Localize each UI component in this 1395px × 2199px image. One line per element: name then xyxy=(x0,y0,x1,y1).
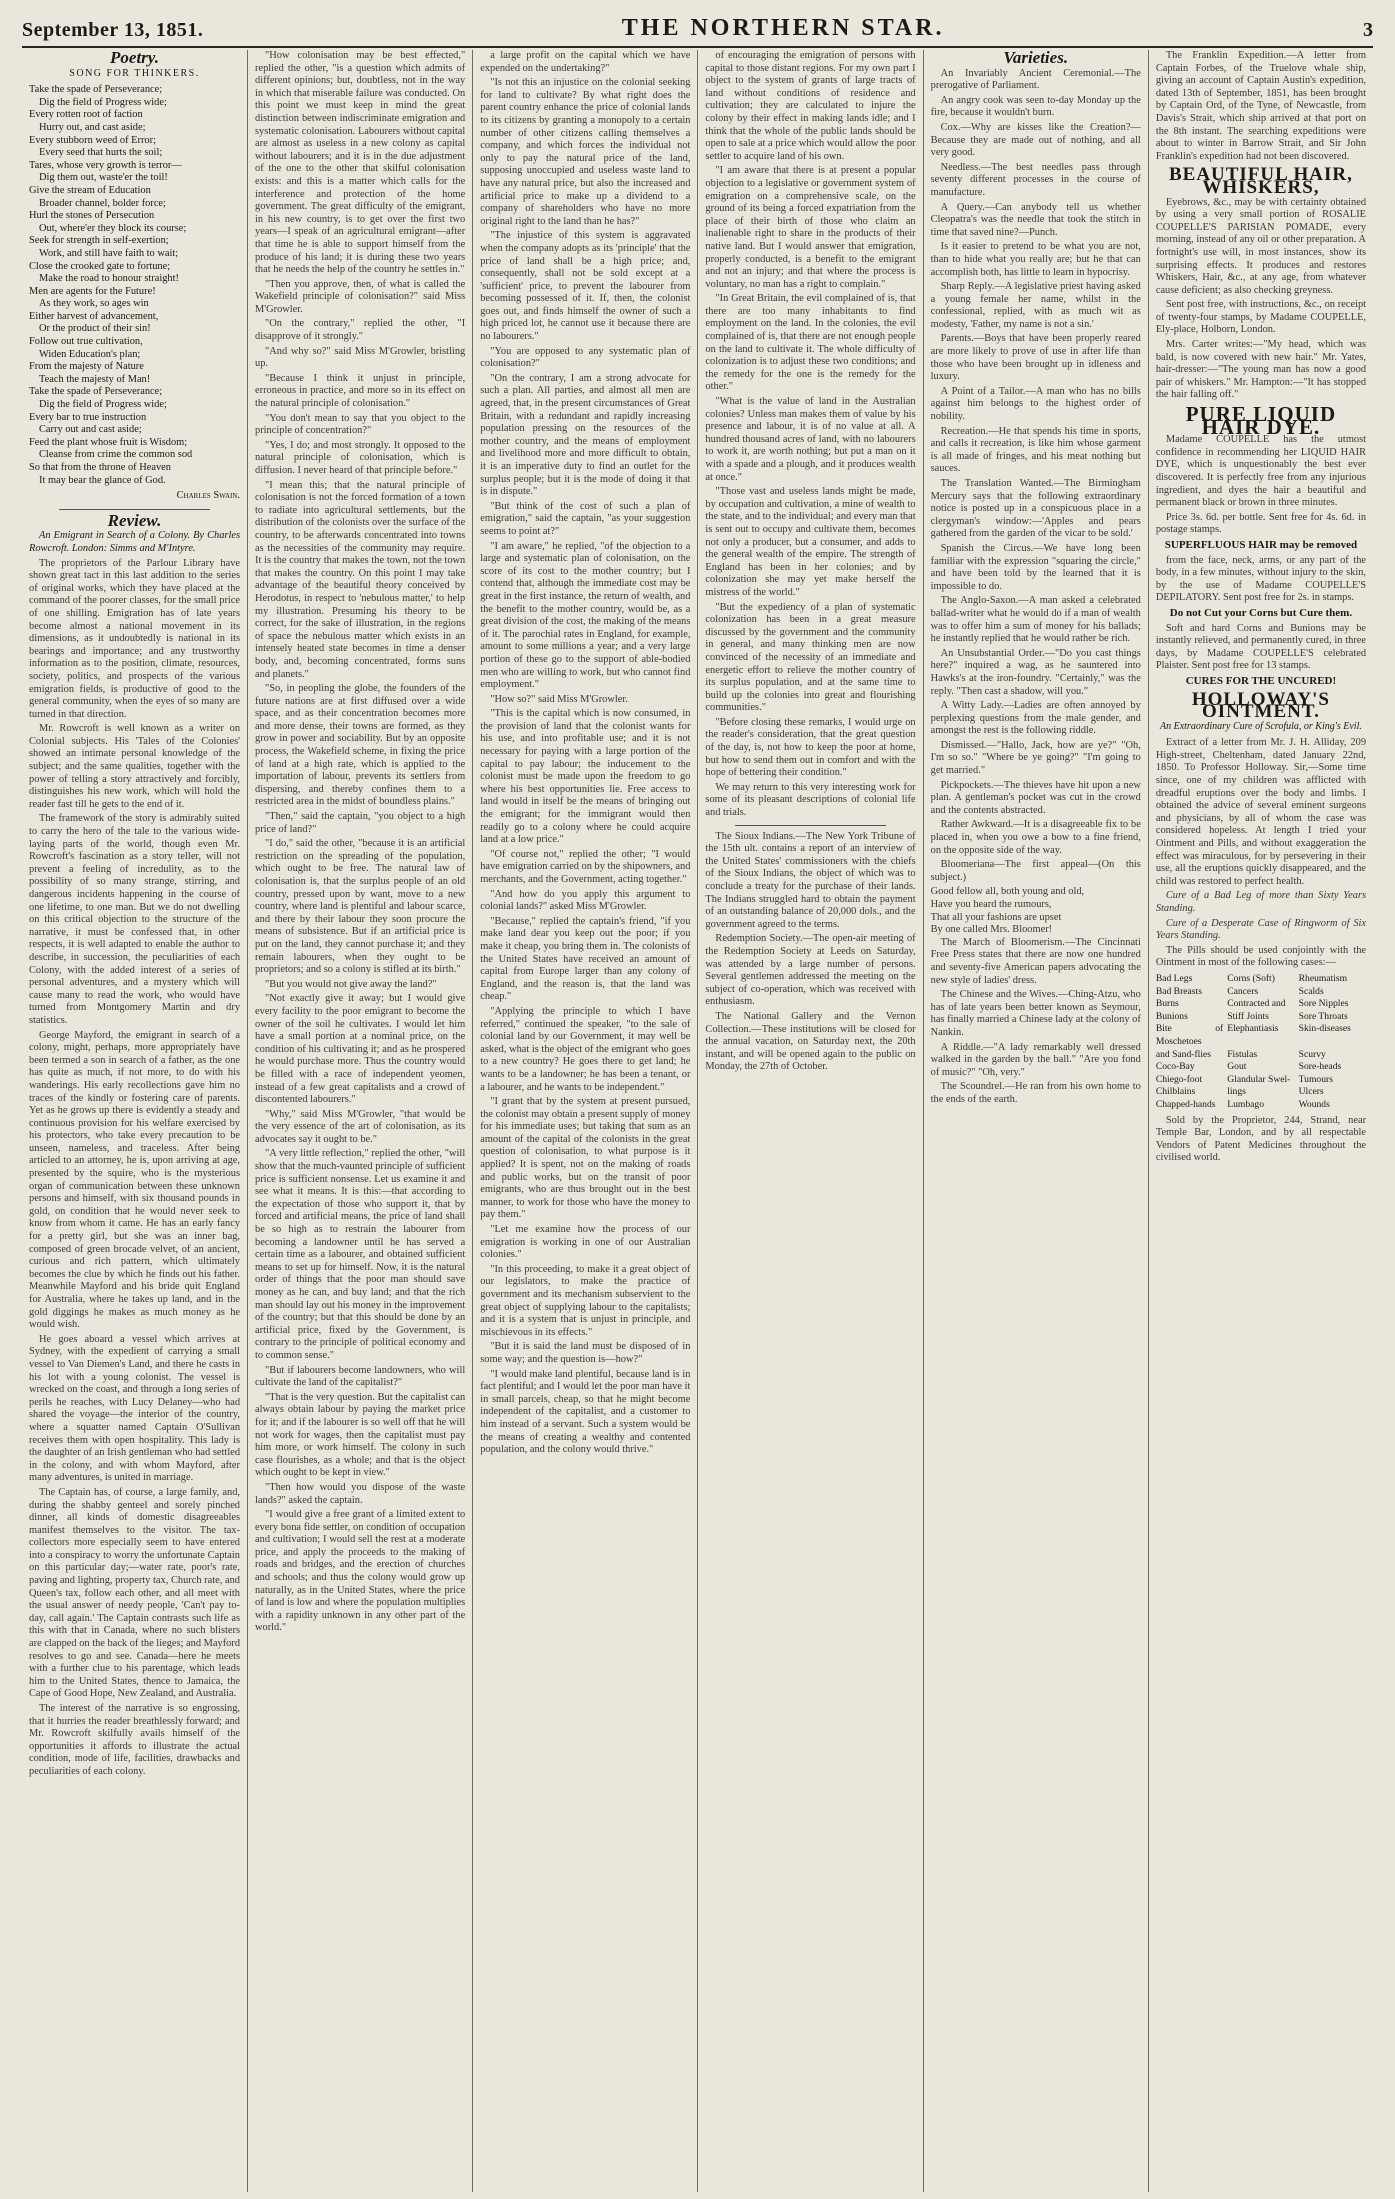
ailment-item: Ulcers xyxy=(1298,1086,1324,1098)
review-text: The proprietors of the Parlour Library have shown great tact in this last addition to the series of original works, which they have placed at the command of the poorer classes, for the small price of one shilling. Emigration has of late years become almost a national movement in its dimensions, as it undoubtedly is national in its bearings and importance; and any trustworthy information as to the position, climate, resources, society, politics, and prospects of the various emigration fields, is productive of good to the general community, when the eyes of so many are turned in that direction. Mr. Rowcroft is well known as a writer on Colonial subjects. His 'Tales of the Colonies' showed an intimate personal knowledge of the subject; and the same qualities, together with the power of telling a story attractively and forcibly, distinguishes his new work, which will hold the reader fast till he gets to the end of it. The framework of the story is admirably suited to carry the hero of the tale to the various wide-laying parts of the world, though even Mr. Rowcroft's fascination as a story teller, will not prevent a feeling of incredulity, as to the possibility of so many strange, stirring, and dangerous incidents happening in the course of one lifetime, to one man. But we do not dwelling on this critical objection to the structure of the narrative, it must be confessed that, in other respects, it is well adapted to enable the author to describe, in succession, the peculiarities of each Colony, with the added interest of a series of personal adventures, and a mystery which will cause many to read the work, who would have turned from Montgomery Martin and dry statistics. George Mayford, the emigrant in search of a colony, might, perhaps, more appropriately have been termed a son in search of a father, as the one has quite as much, if not more, to do with his wanderings. His early recollections gave him no traces of the kindly or fostering care of parents. Yet as he grows up there is evidently a steady and continuous provision for his welfare exercised by his protectors, who take every precaution to be unseen, nameless, and traceless. After being articled to an attorney, he is, upon arriving at age, presented by the squire, who is the mysterious organ of communication between these unknown persons and himself, with six thousand pounds in gold, on condition that he would never seek to know from whom it came. He has an early fancy for a pretty girl, but she was an inner bag, composed of green brocade velvet, of an ancient, curious and rich pattern, which ultimately becomes the clue by which he finds out his father. Meanwhile Mayford and his bride quit England for Australia, where he takes up land, and in the gold diggings he makes as much money as he would wish. He goes aboard a vessel which arrives at Sydney, with the expedient of carrying a small vessel to Van Diemen's Land, and there he casts in his lot with a young colonist. The vessel is wrecked on the coast, and through a long series of perils he reaches, with Lucy Delaney—who had shared the voyage—the interior of the country, where a squatter named Captain O'Sullivan receives them with open hospitality. This lady is the daughter of an Irish gentleman who had settled in the colony, and with whom Mayford, after many adventures, is united in marriage. The Captain has, of course, a large family, and, during the shabby genteel and sorely pinched dinner, all kinds of domestic disagreeables manifest themselves to the visitor. The tax-collectors more especially seem to have entered into a conspiracy to worry the unfortunate Captain on this particular day;—water rate, poor's rate, paving and lighting, property tax, Church rate, and Queen's tax, follow each other, and all meet with the usual answer of needy people, 'Can't pay to-day, call again.' The Captain contrasts such life as this with that in Canada, where no such blisters are clapped on the back of the lieges; and Mayford resolves to go and see. Canada—here he meets with a further clue to his parentage, which leads him to the United States, thence to Jamaica, the Cape of Good Hope, New Zealand, and Australia. The interest of the narrative is so engrossing, that it hurries the reader breathlessly forward; and Mr. Rowcroft skilfully avails himself of the opportunities it affords to illustrate the actual condition, mode of life, facilities, drawbacks and peculiarities of each colony. xyxy=(29,557,241,1777)
ailment-item: Bite of Moschetoes xyxy=(1155,1023,1224,1047)
ailment-item: Burns xyxy=(1155,998,1179,1010)
column-3: a large profit on the capital which we have expended on the undertaking?" "Is not this an injustice on the colonial seeking for land to cultivate? By what right does the parent country enhance the price of colonial lands to its citizens by granting a monopoly to a certain number of other citizens calling themselves a company, and which forces the individual not only to pay the natural price of the land, supposing unoccupied and useless waste land to have any natural price, but also the increased and artificial price to make up a dividend to a company of shareholders who have no more original right to the land than he has?" "The injustice of this system is aggravated when the company adopts as its 'principle' that the price of land shall be a high price; and, consequently, shall not be sold except at a 'sufficient' price, to prevent the labourer from becoming possessed of it. If, then, the colonist goes out, and finds himself the owner of such a high priced lot, he cannot use it because there are no labourers." "You are opposed to any systematic plan of colonisation?" "On the contrary, I am a strong advocate for such a plan. All parties, and almost all men are agreed, that, in the present circumstances of Great Britain, with a redundant and rapidly increasing population pressing on the resources of the mother country, and the means of employment and livelihood more and more difficult to obtain, it is an imperative duty to find an outlet for the surplus people; but it is the mode of doing it that is in dispute." "But think of the cost of such a plan of emigration," said the captain, "as your suggestion seems to point at?" "I am aware," he replied, "of the objection to a large and systematic plan of colonisation, on the score of its cost to the mother country; but I contend that, although the immediate cost may be great in the first instance, the return of wealth, and the benefit to the mother country, would be, as a great division of the cost, the making of the means of it. The parochial rates in England, for example, amount to some millions a year; and a very large portion of these go to the support of able-bodied men who are willing to work, but who cannot find employment." "How so?" said Miss M'Growler. "This is the capital which is now consumed, in the provision of land that the colonist wants for his use, and into profitable use; and it is not necessary for paying with a large portion of the capital to pay labour; the inducement to the colonist must be made upon the freedom to go where his best opportunities lie. Free access to land would in itself be the means of bringing out the emigrant; for the immigrant would then readily go to a colony where he could acquire land at a low price." "Of course not," replied the other; "I would have emigration carried on by the shipowners, and merchants, and the Government, acting together." "And how do you apply this argument to colonial lands?" asked Miss M'Growler. "Because," replied the captain's friend, "if you make land dear you keep out the poor; if you make it cheap, you bring them in. The colonists of the United States have received an amount of capital from Europe larger than any colony of England, and the reason is, that the land was cheap." "Applying the principle to which I have referred," continued the speaker, "to the sale of colonial land by our Government, it may well be asked, what is the object of the emigrant who goes to a new country? He goes there to get land; he wants to be a landowner; he has been a tenant, or a labourer, and he wants to be independent." "I grant that by the system at present pursued, the colonist may obtain a present supply of money for his immediate uses; but taking that sum as an amount of the capital of the colonists in the great question of colonisation, to what purpose is it applied? It is spent, not on the making of roads and public works, but on the transit of poor emigrants, who are thus brought out in the best manner, to work for those who have the money to pay them." "Let me examine how the process of our emigration is working in one of our Australian colonies." "In this proceeding, to make it a great object of our legislators, to make the practice of government and its mechanism subservient to the great object of supplying labour to the capitalists; and it is a system that is unjust in principle, and mischievous in its effects." "But it is said the land must be disposed of in some way; and the question is—how?" "I would make land plentiful, because land is in fact plentiful; and I would let the poor man have it in small parcels, cheap, so that he might become independent of the capitalist, and a customer to him instead of a servant. Such a system would be the means of creating a wealthy and contented population, and the colony would thrive." xyxy=(472,50,697,2192)
poem-line: Give the stream of Education xyxy=(29,184,151,196)
divider xyxy=(59,509,210,510)
issue-date: September 13, 1851. xyxy=(22,19,204,41)
poem-line: Seek for strength in self-exertion; xyxy=(29,235,169,247)
review-book: An Emigrant in Search of a Colony. By Charles Rowcroft. London: Simms and M'Intyre. xyxy=(29,530,241,554)
holloway-footer: Sold by the Proprietor, 244, Strand, near Temple Bar, London, and by all respectable Vendors of Patent Medicines throughout the civilised world. xyxy=(1155,1114,1367,1164)
poem-title: SONG FOR THINKERS. xyxy=(69,67,200,79)
newspaper-title: THE NORTHERN STAR. xyxy=(621,15,945,41)
review-heading: Review. xyxy=(107,510,162,530)
poem-line: Close the crooked gate to fortune; xyxy=(29,260,171,272)
holloway-text: Extract of a letter from Mr. J. H. Alliday, 209 High-street, Cheltenham, dated January 22nd, 1850. To Professor Holloway. Sir,—Some time since, one of my children was afflicted with dreadful eruptions over the body and limbs. I obtained the advice of several eminent surgeons and physicians, by all of whom the case was considered hopeless. At length I tried your Ointment and Pills, and without exaggeration the effect was miraculous, for by persevering in their use, all the eruptions quickly disappeared, and the child was restored to perfect health. Cure of a Bad Leg of more than Sixty Years Standing. Cure of a Desperate Case of Ringworm of Six Years Standing. The Pills should be used conjointly with the Ointment in most of the following cases:— xyxy=(1155,737,1367,969)
poem-line: Widen Education's plan; xyxy=(39,348,141,360)
varieties-text: An Invariably Ancient Ceremonial.—The prerogative of Parliament. An angry cook was seen to-day Monday up the fire, because it wouldn't burn. Cox.—Why are kisses like the Creation?—Because they are made out of nothing, and all very good. Needless.—The best needles pass through seventy different processes in the course of manufacture. A Query.—Can anybody tell us whether Cleopatra's was the needle that took the stitch in time that saved nine?—Punch. Is it easier to pretend to be what you are not, than to hide what you really are; but he that can accomplish both, has little to learn in hypocrisy. Sharp Reply.—A legislative priest having asked a young female her name, whilst in the confessional, replied, with as much wit as modesty, 'Father, my name is not a sin.' Parents.—Boys that have been properly reared are more likely to prove of use in after life than those who have been brought up in idleness and luxury. A Point of a Tailor.—A man who has no bills against him belongs to the highest order of nobility. Recreation.—He that spends his time in sports, and calls it recreation, is like him whose garment is all made of fringes, and his meat nothing but sauces. The Translation Wanted.—The Birmingham Mercury says that the following extraordinary notice is posted up in a conspicuous place in a clergyman's window:—'Apples and pears gathered from the garden of the vicar to be sold.' Spanish the Circus.—We have long been familiar with the expression "squaring the circle," and have been told by the learned that it is impossible to do. The Anglo-Saxon.—A man asked a celebrated ballad-writer what he would do if a man of wealth was to offer him a sum of money for his ballads; he instantly replied that he would rather be rich. An Unsubstantial Order.—"Do you cast things here?" inquired a wag, as he sauntered into Hawks's at the iron-foundry. "Certainly," was the reply. "Then cast a shadow, will you." A Witty Lady.—Ladies are often annoyed by perplexing questions from the male gender, and amongst the rest is the following riddle. Dismissed.—"Hallo, Jack, how are ye?" "Oh, I'm so so." "Where be ye going?" "I'm going to get married." Pickpockets.—The thieves have hit upon a new plan. A gentleman's pocket was cut in the crowd and the contents abstracted. Rather Awkward.—It is a disagreeable fix to be placed in, when you owe a bow to a fine friend, on the opposite side of the way. Bloomeriana—The first appeal—(On this subject.) Good fellow all, both young and old, Have you heard the rumours, That all your fashions are upset By one called Mrs. Bloomer! The March of Bloomerism.—The Cincinnati Free Press states that there are now one hundred and seventy-five American papers advocating the new style of ladies' dress. The Chinese and the Wives.—Ching-Atzu, who has of late years been better known as Seymour, has finally married a Chinese lady at the colony of Nankin. A Riddle.—"A lady remarkably well dressed walked in the garden by the ball." "Are you fond of music?" "Oh, very." The Scoundrel.—He ran from his own home to the ends of the earth. xyxy=(930,67,1141,1105)
poem-line: It may bear the glance of God. xyxy=(39,474,166,486)
poem-line: Or the product of their sin! xyxy=(39,323,151,335)
ailment-item: Fistulas xyxy=(1227,1048,1258,1060)
poem-line: From the majesty of Nature xyxy=(29,361,144,373)
ailment-item: Bad Breasts xyxy=(1155,985,1202,997)
ailment-item: Stiff Joints xyxy=(1227,1010,1269,1022)
ailment-item: Bunions xyxy=(1155,1010,1188,1022)
poem-line: Teach the majesty of Man! xyxy=(39,373,151,385)
ailment-item: Corns (Soft) xyxy=(1227,972,1275,984)
poem-line: Take the spade of Perseverance; xyxy=(29,386,163,398)
ailment-item: Cancers xyxy=(1227,985,1259,997)
ailment-item: Elephantiasis xyxy=(1227,1023,1279,1035)
liquid-dye-text: Madame COUPELLE has the utmost confidence in recommending her LIQUID HAIR DYE, which is unquestionably the best ever discovered. It is perfectly free from any injurious ingredient, and dyes the hair a beautiful and permanent black or brown in three minutes. Price 3s. 6d. per bottle. Sent free for 4s. 6d. in postage stamps. xyxy=(1155,434,1367,536)
ailment-item: Chapped-hands xyxy=(1155,1098,1216,1110)
ailment-item: Scalds xyxy=(1298,985,1324,997)
poem-line: Dig the field of Progress wide; xyxy=(39,399,167,411)
poem-body xyxy=(29,84,240,487)
ailment-item: Coco-Bay xyxy=(1155,1061,1195,1073)
poem-line: Follow out true cultivation, xyxy=(29,336,143,348)
poem-line: Carry out and cast aside; xyxy=(39,424,142,436)
poem-author: Charles Swain. xyxy=(176,490,241,502)
ailment-item: Sore Throats xyxy=(1298,1010,1348,1022)
poem-line: Every rotten root of faction xyxy=(29,109,143,121)
liquid-dye-heading: PURE LIQUID HAIR DYE. xyxy=(1185,402,1337,439)
poetry-heading: Poetry. xyxy=(110,50,159,67)
column-6 xyxy=(1148,50,1373,2192)
ailment-item: Skin-diseases xyxy=(1298,1023,1351,1035)
ailment-item: and Sand-flies xyxy=(1155,1048,1211,1060)
ailment-item: Sore-heads xyxy=(1298,1061,1342,1073)
ailment-item: Contracted and xyxy=(1227,998,1286,1010)
poem-line: Feed the plant whose fruit is Wisdom; xyxy=(29,436,188,448)
poem-line: Make the road to honour straight! xyxy=(39,273,179,285)
superfluous-hair-heading: SUPERFLUOUS HAIR may be removed xyxy=(1164,538,1358,551)
ailment-item: Scurvy xyxy=(1298,1048,1326,1060)
masthead xyxy=(22,6,1373,48)
ailment-item: Tumours xyxy=(1298,1073,1333,1085)
column-2: "How colonisation may be best effected," replied the other, "is a question which admits of different opinions; but, doubtless, not in the way in which that miserable failure was conducted. On this point we must keep in mind the great distinction between indiscriminate emigration and systematic colonisation. Labourers without capital are almost as useless in a new colony as capital without labourers; and it is in the due adjustment of the one to the other that skilful colonisation exists: and this is a matter which calls for the interference and protection of the home government. The great difficulty of the emigrant, in his new country, is to get over the first two years—I speak of an agricultural emigrant—after that time he is able to support himself from the produce of his land; it is during these two years that he needs the help of the country he settles in." "Then you approve, then, of what is called the Wakefield principle of colonisation?" said Miss M'Growler. "On the contrary," replied the other, "I disapprove of it strongly." "And why so?" said Miss M'Growler, bristling up. "Because I think it unjust in principle, erroneous in practice, and more so in its effect on the natural principle of colonisation." "You don't mean to say that you object to the principle of concentration?" "Yes, I do; and most strongly. It opposed to the natural principle of colonisation, which is diffusion. I never heard of that principle before." "I mean this; that the natural principle of colonisation is not the forced formation of a town to radiate into agricultural settlements, but the distribution of the colonists over the surface of the country, to be afterwards concentrated into towns as the necessities of the community may require. It is the country that makes the town, not the town that makes the country. On this point I may take advantage of the beautiful theory conceived by Herodotus, in respect to 'nebulous matter,' to help my illustration. Presuming his theory to be correct, for the sake of illustration, in the regions of space the nebulous matter which exists in an intensely heated state becomes in time a denser body, and, becoming concentrated, forms suns and planets." "So, in peopling the globe, the founders of the future nations are at first diffused over a wide space, and as their concentration becomes more and more dense, their towns are formed, as they grow in power and sociability. But by an opposite process, the Wakefield scheme, in fixing the price of land at a high rate, which is applied to the importation of labour, prevents its settlers from dispersing, and thereby confines them to a restricted area in the midst of boundless plains." "Then," said the captain, "you object to a high price of land?" "I do," said the other, "because it is an artificial restriction on the spreading of the population, which ought to be free. The natural law of colonisation is, that the surplus people of an old country, pressed upon by want, move to a new country, where land is plentiful and labour scarce, and there by their labour they soon procure the means of subsistence. But if an artificial price is put on the land, they cannot purchase it; and they remain labourers, when they ought to be proprietors; and so a colony is stifled at its birth." "But you would not give away the land?" "Not exactly give it away; but I would give every facility to the poor emigrant to become the owner of the soil he cultivates. I would let him have a small portion at a nominal price, on the condition of his cultivating it; and as he prospered he would purchase more. Thus the country would be filled with a race of independent yeomen, instead of a few great capitalists and a crowd of discontented labourers." "Why," said Miss M'Growler, "that would be the very essence of the art of colonisation, as its advocates say it ought to be." "A very little reflection," replied the other, "will show that the much-vaunted principle of sufficient price is sufficient nonsense. Let us examine it and see what it means. It is this:—that according to the expectation of those who support it, that by forced and artificial means, the price of land shall be so high as to restrain the labourer from becoming a landowner until he has served a certain time as a labourer, and obtained sufficient means to set up for himself. Now, it is the natural order of things that the poor man should save money as he can, and buy land; and that the rich man should lay out his money in the improvement of the country; but that this should be done by an artificial price, fixed by the Government, is contrary to the principle of political economy and to common sense." "But if labourers become landowners, who will cultivate the land of the capitalist?" "That is the very question. But the capitalist can always obtain labour by paying the market price for it; and if the labourer is so well off that he will not work for wages, then the capitalist must pay him more, or work himself. The colony in such case flourishes, as a whole; and that is the object which ought to be kept in view." "Then how would you dispose of the waste lands?" asked the captain. "I would give a free grant of a limited extent to every bona fide settler, on condition of occupation and cultivation; I would sell the rest at a moderate price, and apply the proceeds to the making of roads and bridges, and the erection of churches and schools; and thus the colony would grow up naturally, as in the United States, where the price of land is low and where the population multiplies with a rapidity unknown in any other part of the world." xyxy=(247,50,472,2192)
holloway-subheading: An Extraordinary Cure of Scrofula, or King's Evil. xyxy=(1160,720,1362,732)
poem-line: As they work, so ages win xyxy=(39,298,149,310)
poem-line: Cleanse from crime the common sod xyxy=(39,449,193,461)
poem-line: Work, and still have faith to wait; xyxy=(39,247,179,259)
ailment-item: Gout xyxy=(1227,1061,1247,1073)
poem-line: Hurl the stones of Persecution xyxy=(29,210,155,222)
ailment-item: lings xyxy=(1227,1086,1246,1098)
corns-ad-heading: Do not Cut your Corns but Cure them. xyxy=(1169,606,1353,619)
column-5 xyxy=(923,50,1148,2192)
hair-ad-text: Eyebrows, &c., may be with certainty obtained by using a very small portion of ROSALIE COUPELLE'S PARISIAN POMADE, every morning, instead of any oil or other preparation. A fortnight's use will, in most instances, show its surprising effects. It produces and restores Whiskers, Hair, &c., at any age, from whatever cause deficient; as also checking greyness. Sent post free, with instructions, &c., on receipt of twenty-four stamps, by Madame COUPELLE, Ely-place, Holborn, London. Mrs. Carter writes:—"My head, which was bald, is now covered with new hair." Mr. Yates, hair-dresser:—"The young man has now a good pair of whiskers." Mr. Hampton:—"It has stopped the hair falling off." xyxy=(1155,196,1367,401)
divider xyxy=(735,825,885,826)
poem-line: Take the spade of Perseverance; xyxy=(29,84,163,96)
cures-heading: CURES FOR THE UNCURED! xyxy=(1185,674,1337,687)
column-1 xyxy=(22,50,247,2192)
ailment-item: Chilblains xyxy=(1155,1086,1196,1098)
ailment-item: Sore Nipples xyxy=(1298,998,1349,1010)
ailment-item: Wounds xyxy=(1298,1098,1330,1110)
expedition-text: The Franklin Expedition.—A letter from Captain Forbes, of the Truelove whale ship, giving an account of Captain Austin's expedition, dated 13th of September, 1851, has been brought by Captain Ord, of the Tyne, of Newcastle, from Davis's Strait, which ship arrived at that port on the 8th instant. The searching expeditions were about to winter in Barrow Strait, and Sir John Franklin's expedition had not been discovered. xyxy=(1155,50,1367,162)
poem-line: Every bar to true instruction xyxy=(29,411,147,423)
ailment-item: Lumbago xyxy=(1227,1098,1264,1110)
poem-line: Tares, whose very growth is terror— xyxy=(29,159,182,171)
ailment-item: Glandular Swel- xyxy=(1227,1073,1291,1085)
poem-line: Men are agents for the Future! xyxy=(29,285,156,297)
corns-ad-text: Soft and hard Corns and Bunions may be instantly relieved, and permanently cured, in three days, by Madame COUPELLE'S celebrated Plaister. Sent post free for 13 stamps. xyxy=(1155,622,1367,672)
page-number: 3 xyxy=(1362,19,1373,41)
hair-ad-heading: BEAUTIFUL HAIR, WHISKERS, xyxy=(1168,164,1353,198)
poem-line: Hurry out, and cast aside; xyxy=(39,121,146,133)
poem-line: Dig the field of Progress wide; xyxy=(39,96,167,108)
holloway-heading: HOLLOWAY'S OINTMENT. xyxy=(1191,688,1330,723)
poem-line: Broader channel, bolder force; xyxy=(39,197,166,209)
poem-line: Either harvest of advancement, xyxy=(29,310,159,322)
ailment-item: Bad Legs xyxy=(1155,972,1193,984)
ailment-item: Chiego-foot xyxy=(1155,1073,1203,1085)
poem-line: So that from the throne of Heaven xyxy=(29,462,171,473)
poem-line: Out, where'er they block its course; xyxy=(39,222,187,234)
ailments-list xyxy=(1156,973,1366,1112)
superfluous-hair-text: from the face, neck, arms, or any part of the body, in a few minutes, without injury to the skin, by the use of Madame COUPELLE'S DEPILATORY. Sent post free for 2s. in stamps. xyxy=(1155,554,1367,604)
poem-line: Every stubborn weed of Error; xyxy=(29,134,156,146)
poem-line: Dig them out, waste'er the toil! xyxy=(39,172,168,184)
ailment-item: Rheumatism xyxy=(1298,972,1348,984)
column-4: of encouraging the emigration of persons with capital to those distant regions. For my own part I object to the system of grants of large tracts of land without conditions of residence and cultivation; they are calculated to injure the colony by their effect in making lands idle; and I think that the whole of the public lands should be open to sale at a price which would allow the poor settler to acquire land of his own. "I am aware that there is at present a popular objection to a legislative or government system of emigration on a comprehensive scale, on the ground of its being a forced expatriation from the place of their birth of those who claim an inalienable right to share in the products of their native land. But I would answer that emigration, properly conducted, is a benefit to the emigrant and not an injury; and that where the process is voluntary, no man has a right to complain." "In Great Britain, the evil complained of is, that there are too many inhabitants to find employment on the land. In the colonies, the evil complained of is, that there are not enough people on the land to cultivate it. The whole difficulty of colonization is to adjust these two conditions; and the remedy for the one is the remedy for the other." "What is the value of land in the Australian colonies? Unless man makes them of value by his presence and labour, it is of no value at all. A hundred thousand acres of land, with no labourers to work it, are worth nothing; but put a man on it with a spade and a plough, and it produces wealth at once." "Those vast and useless lands might be made, by occupation and cultivation, a mine of wealth to the state, and to the individual; and every man that is sent out to occupy and cultivate them, becomes not only a producer, but a consumer, and adds to the general wealth of the empire. The strength of England has been in her colonies; and by colonization she may yet make herself the mistress of the world." "But the expediency of a plan of systematic colonization has been in a great measure discussed by the government and the community in general, and many thinking men are now convinced of the necessity of an immediate and energetic effort to relieve the mother country of its surplus population, and at the same time to build up the colonies into great and flourishing communities." "Before closing these remarks, I would urge on the reader's consideration, that the great question of the day, is, not how to keep the poor at home, but how to send them out in comfort and with the hope of bettering their condition." We may return to this very interesting work for some of its pleasant descriptions of colonial life and trials. The Sioux Indians.—The New York Tribune of the 15th ult. contains a report of an interview of the United States' commissioners with the chiefs of the Sioux Indians, the object of which was to conclude a treaty for the purchase of their lands. The Indians struggled hard to obtain the payment of an outstanding balance of 20,000 dols., and the government agreed to the terms. Redemption Society.—The open-air meeting of the Redemption Society at Leeds on Saturday, was attended by a large number of persons. Several gentlemen addressed the meeting on the subject of co-operation, which was received with enthusiasm. The National Gallery and the Vernon Collection.—These institutions will be closed for the annual vacation, on Saturday next, the 20th instant, and will be opened again to the public on Monday, the 27th of October. xyxy=(697,50,922,2192)
columns xyxy=(22,50,1373,2192)
poem-line: Every seed that hurts the soil; xyxy=(39,147,163,159)
varieties-heading: Varieties. xyxy=(1003,50,1069,67)
